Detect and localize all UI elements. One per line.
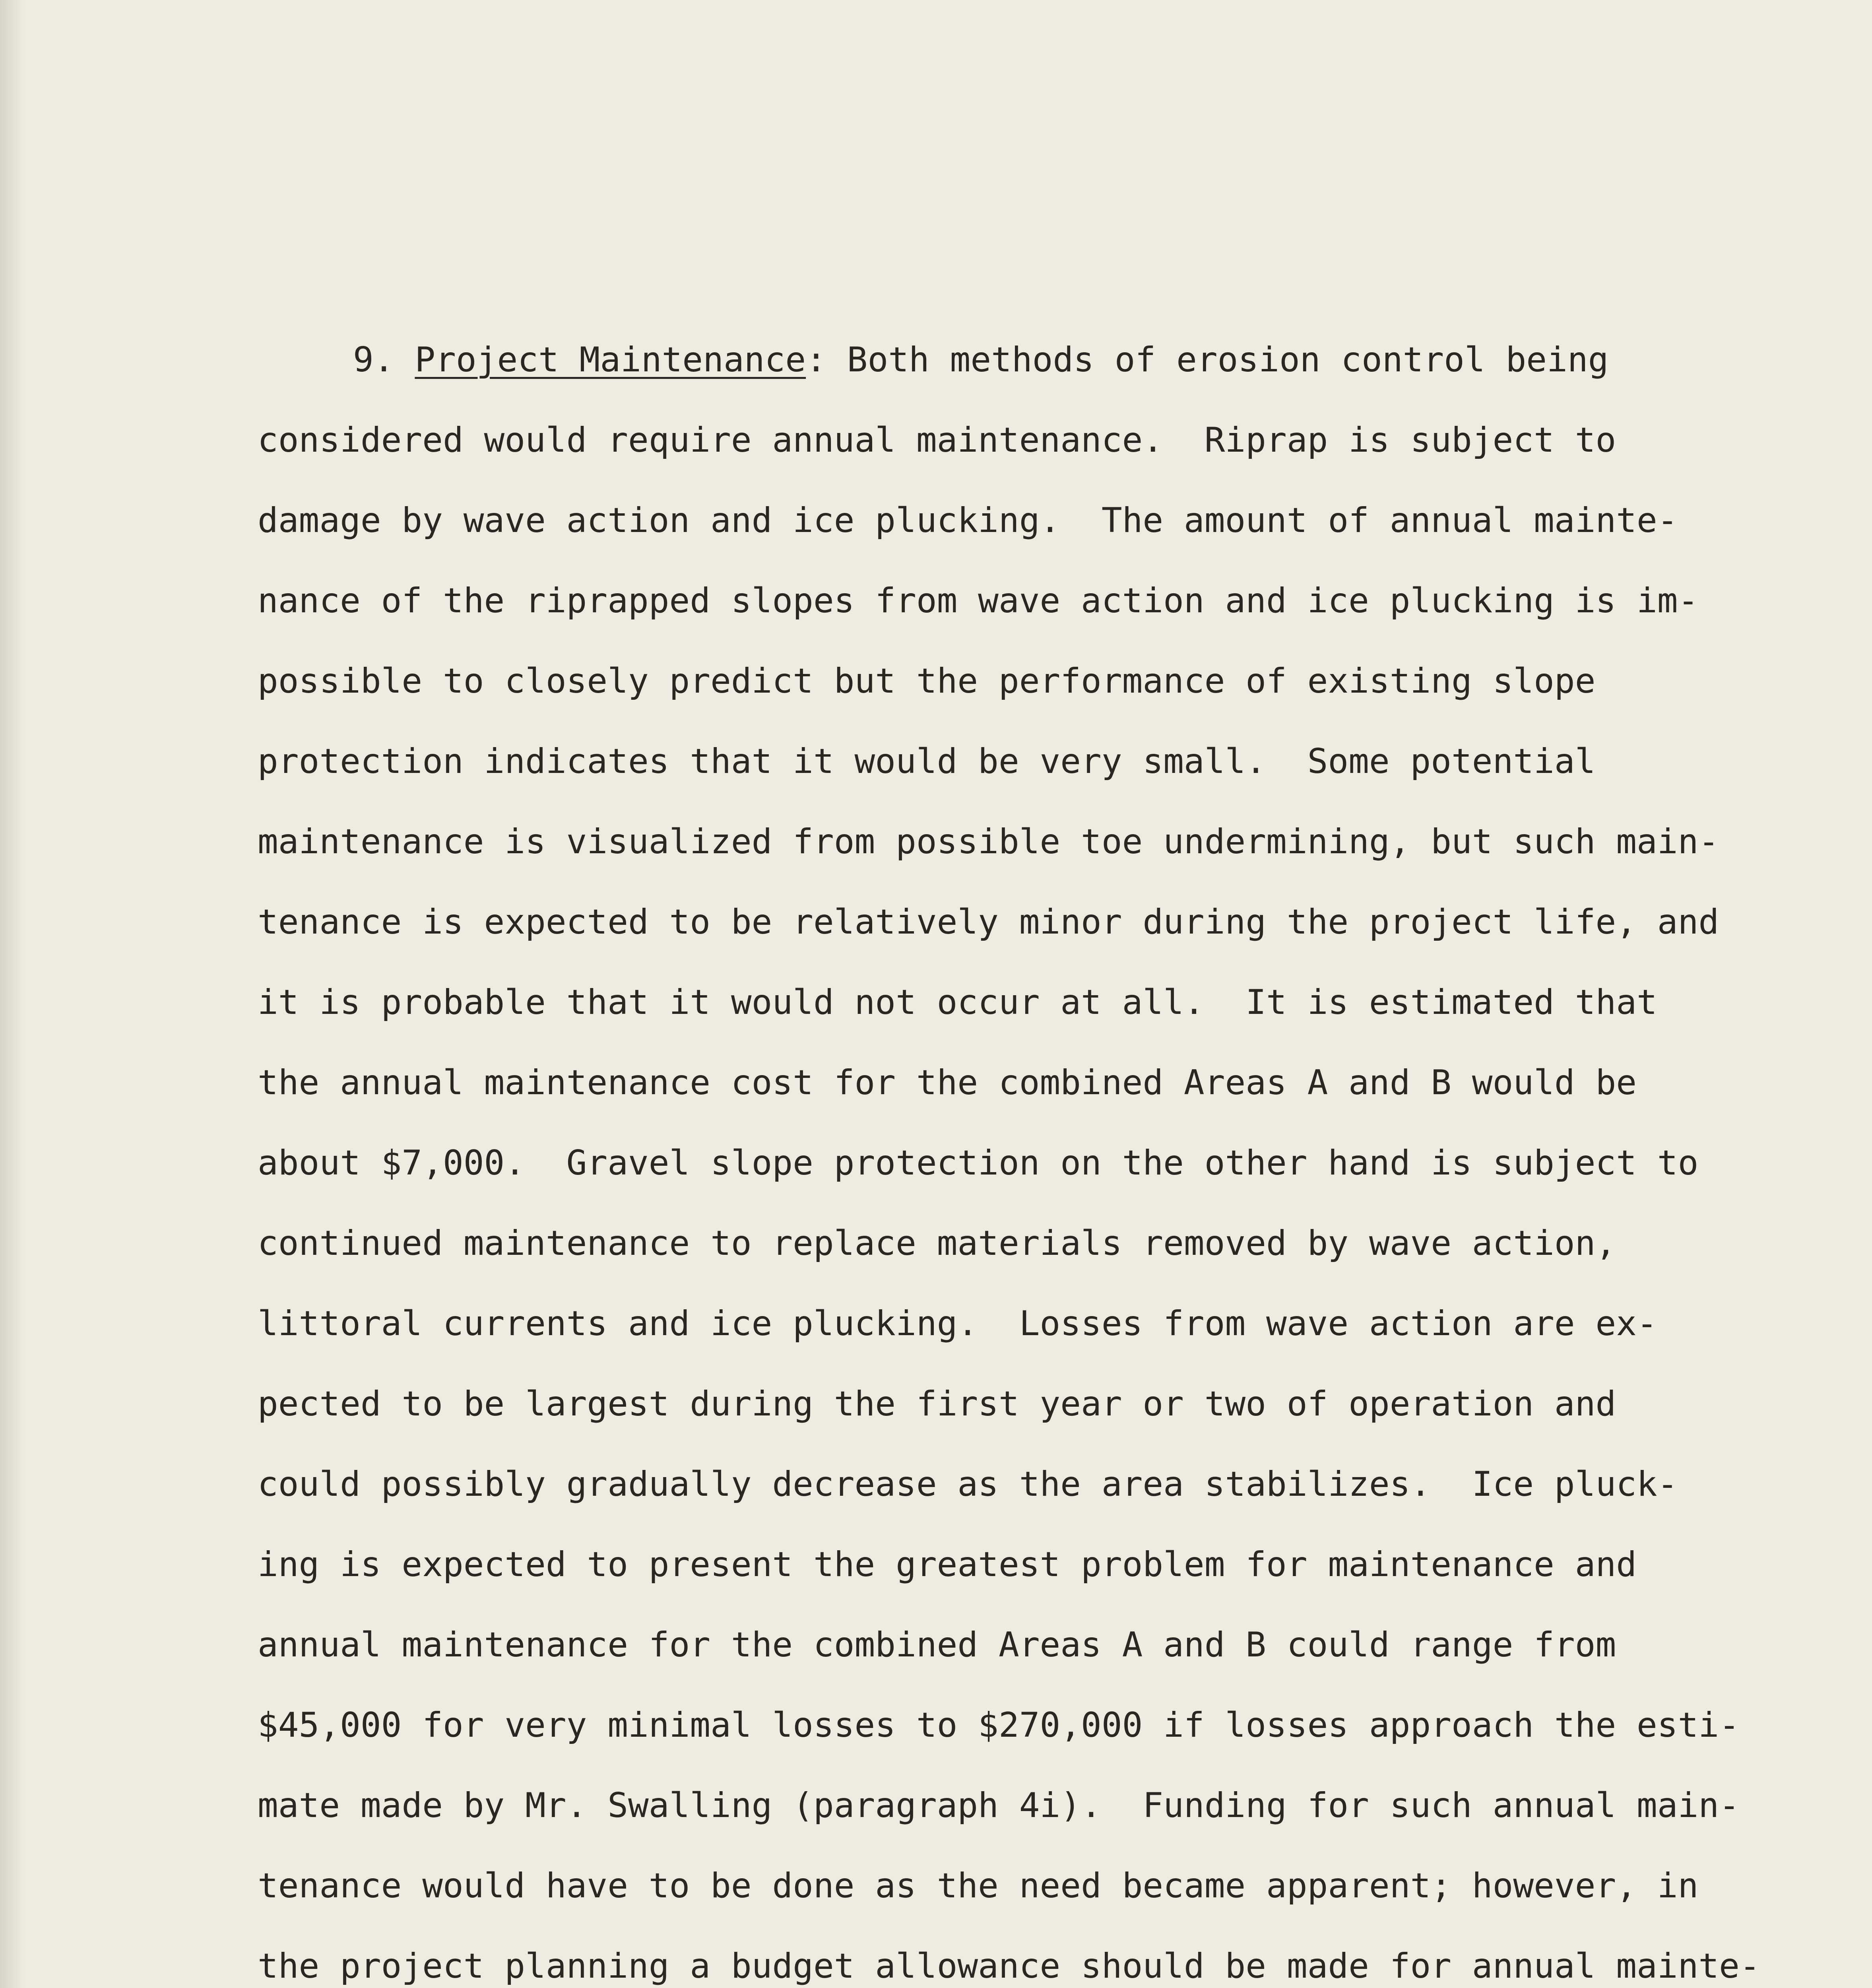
paragraph-9-line-15: could possibly gradually decrease as the area stabilizes. Ice pluck- — [258, 1464, 1678, 1504]
paragraph-9-line-19: mate made by Mr. Swalling (paragraph 4i). Funding for such annual main- — [258, 1786, 1740, 1825]
paragraph-9-line-17: annual maintenance for the combined Areas A and B could range from — [258, 1625, 1616, 1665]
paragraph-9-line-1 — [258, 334, 1728, 414]
paragraph-9-line-4: nance of the riprapped slopes from wave action and ice plucking is im- — [258, 581, 1699, 621]
page-binding-shadow — [0, 0, 24, 1988]
paragraph-9-line-14: pected to be largest during the first year or two of operation and — [258, 1384, 1616, 1424]
paragraph-9-line-5: possible to closely predict but the performance of existing slope — [258, 661, 1596, 701]
paragraph-9-line-20: tenance would have to be done as the need became apparent; however, in — [258, 1866, 1699, 1906]
paragraph-9-line-9: it is probable that it would not occur at all. It is estimated that — [258, 982, 1657, 1022]
paragraph-9-heading-punct: : — [806, 340, 826, 380]
paragraph-9-line-3: damage by wave action and ice plucking. The amount of annual mainte- — [258, 501, 1678, 540]
paragraph-9-line-16: ing is expected to present the greatest problem for maintenance and — [258, 1545, 1637, 1584]
paragraph-9-text: Both methods of erosion control being — [826, 340, 1609, 380]
paragraph-9-line-21: the project planning a budget allowance should be made for annual mainte- — [258, 1946, 1760, 1986]
paragraph-9-line-8: tenance is expected to be relatively minor during the project life, and — [258, 902, 1719, 942]
paragraph-9-line-7: maintenance is visualized from possible toe undermining, but such main- — [258, 822, 1719, 862]
paragraph-9-line-13: littoral currents and ice plucking. Losses from wave action are ex- — [258, 1304, 1657, 1343]
paragraph-9-line-11: about $7,000. Gravel slope protection on the other hand is subject to — [258, 1143, 1699, 1183]
paragraph-9-number: 9. — [353, 340, 394, 380]
paragraph-9-heading: Project Maintenance — [415, 340, 806, 380]
body-text — [258, 334, 1760, 1988]
paragraph-9-line-2: considered would require annual maintenance. Riprap is subject to — [258, 420, 1616, 460]
paragraph-9-line-18: $45,000 for very minimal losses to $270,000 if losses approach the esti- — [258, 1705, 1740, 1745]
paragraph-9-line-12: continued maintenance to replace materials removed by wave action, — [258, 1223, 1616, 1263]
paragraph-9-line-10: the annual maintenance cost for the combined Areas A and B would be — [258, 1063, 1637, 1103]
paragraph-9-line-6: protection indicates that it would be very small. Some potential — [258, 742, 1596, 781]
